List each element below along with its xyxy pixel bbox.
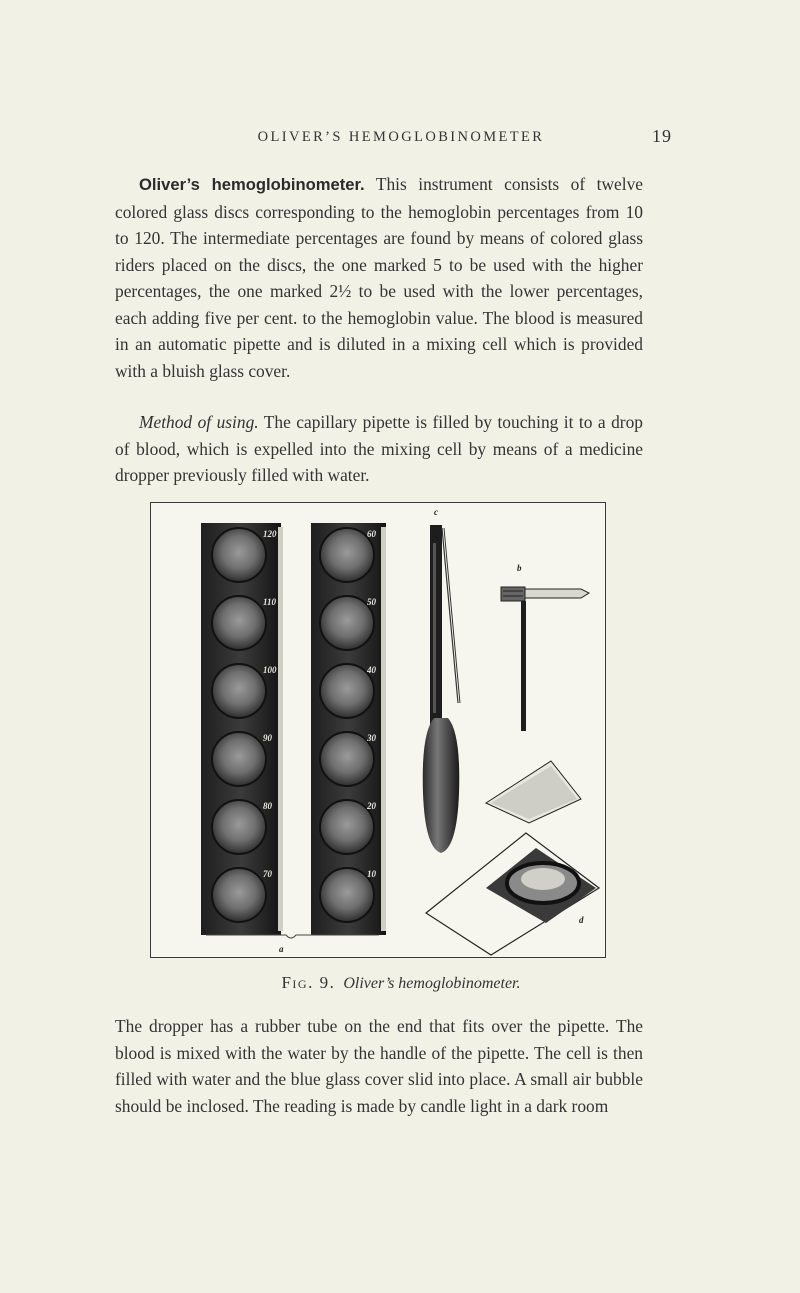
disc-percentage-mark: 120 — [263, 529, 277, 539]
disc-percentage-mark: 60 — [367, 529, 376, 539]
glass-disc — [212, 800, 266, 854]
hemoglobinometer-drawing — [151, 503, 607, 959]
paragraph-intro — [115, 171, 643, 384]
running-title: OLIVER’S HEMOGLOBINOMETER — [257, 129, 545, 145]
glass-disc — [320, 800, 374, 854]
glass-disc — [320, 732, 374, 786]
paragraph-intro-body: This instrument consists of twelve colored glass discs corresponding to the hemoglobin percentages from 10 to 120. The intermediate percentages are found by means of colored glass riders placed on the discs, the one marked 5 to be used with the higher percentages, the one marked 2½ to be used with the lower percentages, each adding five per cent. to the hemoglobin value. The blood is measured in an automatic pipette and is diluted in a mixing cell which is provided with a bluish glass cover. — [115, 174, 643, 381]
disc-percentage-mark: 30 — [367, 733, 376, 743]
glass-disc — [320, 528, 374, 582]
disc-percentage-mark: 80 — [263, 801, 272, 811]
disc-percentage-mark: 100 — [263, 665, 277, 675]
glass-disc — [320, 868, 374, 922]
glass-cover — [486, 761, 581, 823]
disc-percentage-mark: 50 — [367, 597, 376, 607]
glass-disc — [212, 732, 266, 786]
glass-disc — [320, 596, 374, 650]
disc-percentage-mark: 110 — [263, 597, 277, 607]
disc-percentage-mark: 20 — [367, 801, 376, 811]
disc-percentage-mark: 70 — [263, 869, 272, 879]
capillary-pipette — [501, 587, 589, 731]
figure-caption-label: Fig. 9. — [281, 973, 336, 992]
figure-label-b: b — [517, 563, 522, 573]
figure-label-c: c — [434, 507, 438, 517]
figure-illustration — [150, 502, 606, 958]
left-disc-strip — [201, 523, 283, 935]
figure-label-a: a — [279, 944, 284, 954]
glass-disc — [212, 868, 266, 922]
glass-disc — [212, 596, 266, 650]
glass-disc — [212, 528, 266, 582]
paragraph-procedure — [115, 1013, 643, 1119]
glass-disc — [212, 664, 266, 718]
running-head — [130, 125, 672, 151]
glass-disc — [320, 664, 374, 718]
mixing-cell — [426, 833, 599, 955]
figure-caption-text: Oliver’s hemoglobinometer. — [343, 975, 521, 992]
disc-percentage-mark: 40 — [367, 665, 376, 675]
figure-caption — [130, 973, 672, 993]
medicine-dropper — [423, 525, 460, 853]
paragraph-method — [115, 409, 643, 489]
figure-label-d: d — [579, 915, 584, 925]
right-disc-strip — [311, 523, 386, 935]
page-number: 19 — [652, 126, 672, 146]
disc-percentage-mark: 90 — [263, 733, 272, 743]
paragraph-method-body: The capillary pipette is filled by touching it to a drop of blood, which is expelled into the mixing cell by means of a medicine dropper previously filled with water. — [115, 412, 643, 485]
bracket-a — [206, 935, 379, 938]
disc-percentage-mark: 10 — [367, 869, 376, 879]
paragraph-procedure-body: The dropper has a rubber tube on the end that fits over the pipette. The blood is mixed with the water by the handle of the pipette. The cell is then filled with water and the blue glass cover slid into place. A small air bubble should be inclosed. The reading is made by candle light in a dark room — [115, 1016, 643, 1116]
paragraph-method-lead: Method of using. — [139, 412, 259, 432]
paragraph-intro-lead: Oliver’s hemoglobinometer. — [139, 175, 365, 194]
